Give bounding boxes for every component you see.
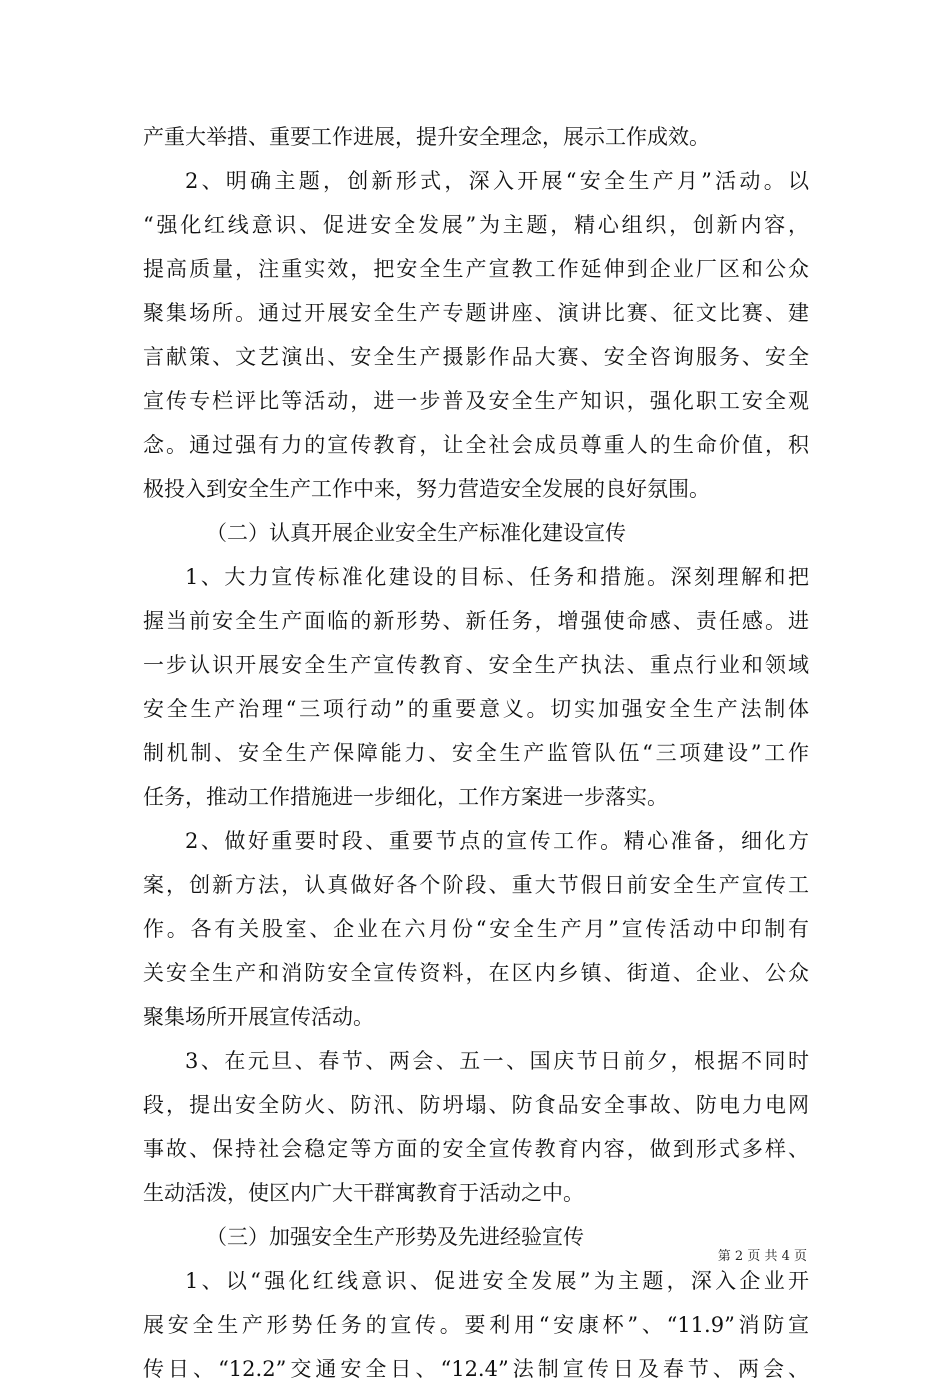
section-heading: （三）加强安全生产形势及先进经验宣传	[206, 1225, 584, 1249]
text-line: 1、大力宣传标准化建设的目标、任务和措施。深刻理解和把	[185, 565, 809, 589]
text-line: 事故、保持社会稳定等方面的安全宣传教育内容，做到形式多样、	[143, 1137, 809, 1161]
text-line: 极投入到安全生产工作中来，努力营造安全发展的良好氛围。	[143, 477, 710, 501]
section-heading: （二）认真开展企业安全生产标准化建设宣传	[206, 521, 626, 545]
text-line: 安全生产治理“三项行动”的重要意义。切实加强安全生产法制体	[143, 697, 809, 721]
text-line: 展安全生产形势任务的宣传。要利用“安康杯”、“11.9”消防宣	[143, 1313, 809, 1337]
text-line: 1、以“强化红线意识、促进安全发展”为主题，深入企业开	[185, 1269, 809, 1293]
text-line: 提高质量，注重实效，把安全生产宣教工作延伸到企业厂区和公众	[143, 257, 809, 281]
text-line: 念。通过强有力的宣传教育，让全社会成员尊重人的生命价值，积	[143, 433, 809, 457]
text-line: 聚集场所。通过开展安全生产专题讲座、演讲比赛、征文比赛、建	[143, 301, 809, 325]
text-line: 2、明确主题，创新形式，深入开展“安全生产月”活动。以	[185, 169, 809, 193]
text-line: 传日、“12.2”交通安全日、“12.4”法制宣传日及春节、两会、	[143, 1357, 809, 1381]
text-line: 产重大举措、重要工作进展，提升安全理念，展示工作成效。	[143, 125, 710, 149]
text-line: 聚集场所开展宣传活动。	[143, 1005, 374, 1029]
text-line: 握当前安全生产面临的新形势、新任务，增强使命感、责任感。进	[143, 609, 809, 633]
text-line: 宣传专栏评比等活动，进一步普及安全生产知识，强化职工安全观	[143, 389, 809, 413]
text-line: 制机制、安全生产保障能力、安全生产监管队伍“三项建设”工作	[143, 741, 809, 765]
text-line: 作。各有关股室、企业在六月份“安全生产月”宣传活动中印制有	[143, 917, 809, 941]
text-line: 一步认识开展安全生产宣传教育、安全生产执法、重点行业和领域	[143, 653, 809, 677]
text-line: 段，提出安全防火、防汛、防坍塌、防食品安全事故、防电力电网	[143, 1093, 809, 1117]
text-line: 3、在元旦、春节、两会、五一、国庆节日前夕，根据不同时	[185, 1049, 809, 1073]
text-line: 任务，推动工作措施进一步细化，工作方案进一步落实。	[143, 785, 668, 809]
page-number: 第 2 页 共 4 页	[717, 1249, 807, 1264]
document-body	[143, 115, 809, 1391]
text-line: 关安全生产和消防安全宣传资料，在区内乡镇、街道、企业、公众	[143, 961, 809, 985]
text-line: 案，创新方法，认真做好各个阶段、重大节假日前安全生产宣传工	[143, 873, 809, 897]
text-line: “强化红线意识、促进安全发展”为主题，精心组织，创新内容，	[143, 213, 809, 237]
text-line: 2、做好重要时段、重要节点的宣传工作。精心准备，细化方	[185, 829, 809, 853]
text-line: 生动活泼，使区内广大干群寓教育于活动之中。	[143, 1181, 584, 1205]
text-line: 言献策、文艺演出、安全生产摄影作品大赛、安全咨询服务、安全	[143, 345, 809, 369]
